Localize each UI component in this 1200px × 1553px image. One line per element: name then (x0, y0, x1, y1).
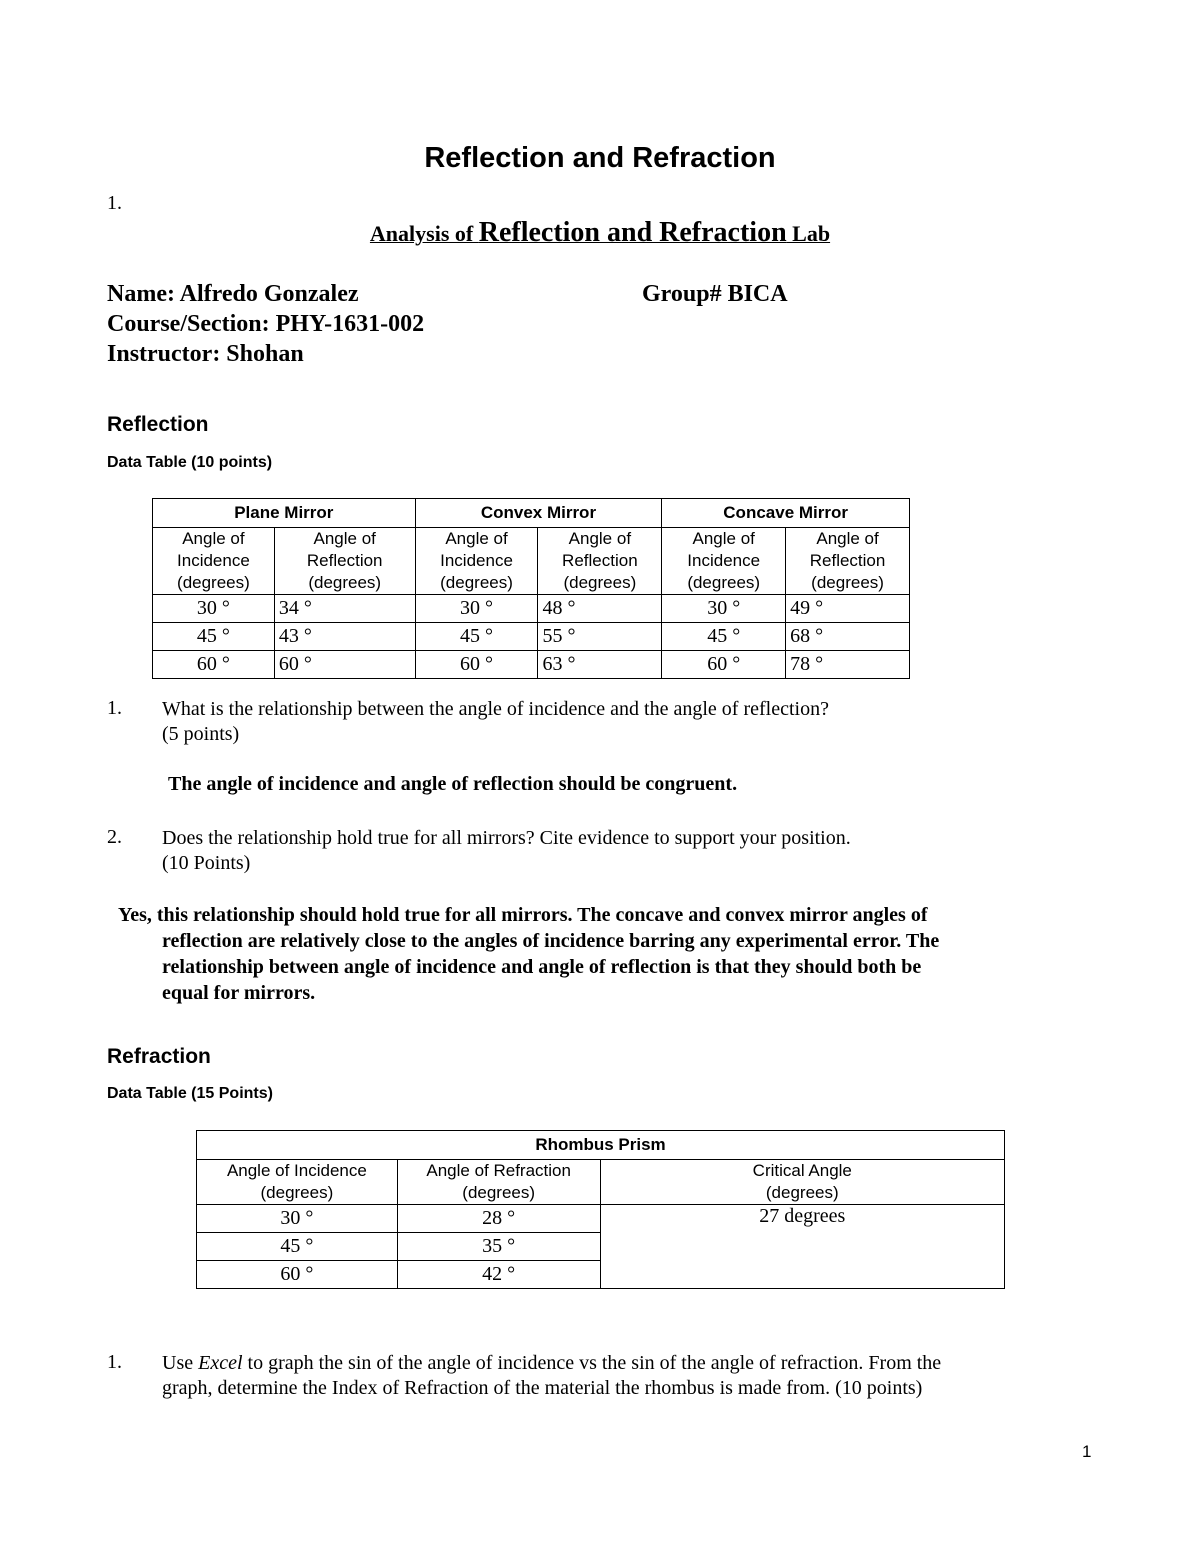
subheader-reflection: Angle of Reflection (degrees) (538, 528, 662, 595)
question-number: 2. (107, 826, 122, 848)
group-number: Group# BICA (642, 281, 788, 307)
question-number: 1. (107, 1351, 122, 1373)
table-row (197, 1205, 1005, 1233)
course-section: Course/Section: PHY-1631-002 (107, 311, 425, 337)
answer-line: reflection are relatively close to the angles of incidence barring any experimental error. The (162, 930, 940, 952)
subtitle-part-main: Reflection and Refraction (478, 217, 787, 248)
refraction-data-table (196, 1130, 1005, 1289)
question-line: What is the relationship between the angle of incidence and the angle of reflection? (162, 698, 829, 720)
subheader-incidence: Angle of Incidence (degrees) (662, 528, 786, 595)
table-cell: 60 ° (662, 651, 786, 679)
table-cell: 30 ° (662, 595, 786, 623)
question-line: (5 points) (162, 723, 240, 745)
question-text (162, 826, 851, 876)
question-number: 1. (107, 697, 122, 719)
table-cell: 30 ° (197, 1205, 398, 1233)
table-cell: 45 ° (197, 1233, 398, 1261)
table-cell: 48 ° (538, 595, 662, 623)
table-cell: 55 ° (538, 623, 662, 651)
answer-line: equal for mirrors. (162, 982, 316, 1004)
table-cell: 35 ° (397, 1233, 600, 1261)
item-number: 1. (107, 192, 122, 214)
text-run: to graph the sin of the angle of incidence vs the sin of the angle of refraction. From the (242, 1352, 942, 1374)
subheader-incidence: Angle of Incidence (degrees) (415, 528, 538, 595)
table-cell: 30 ° (153, 595, 275, 623)
subheader-incidence: Angle of Incidence (degrees) (153, 528, 275, 595)
instructor: Instructor: Shohan (107, 341, 304, 367)
subheader-reflection: Angle of Reflection (degrees) (274, 528, 415, 595)
reflection-table-label: Data Table (10 points) (107, 454, 273, 471)
refraction-heading: Refraction (107, 1045, 211, 1068)
table-cell: 30 ° (415, 595, 538, 623)
table-cell: 60 ° (197, 1261, 398, 1289)
table-cell: 45 ° (415, 623, 538, 651)
table-cell: 60 ° (153, 651, 275, 679)
header-plane-mirror: Plane Mirror (153, 499, 416, 528)
table-cell: 45 ° (662, 623, 786, 651)
answer-line: Yes, this relationship should hold true for all mirrors. The concave and convex mirror angles of (118, 904, 928, 926)
subheader-critical-angle: Critical Angle (degrees) (600, 1160, 1004, 1205)
table-cell: 34 ° (274, 595, 415, 623)
table-cell: 63 ° (538, 651, 662, 679)
table-cell: 60 ° (274, 651, 415, 679)
header-rhombus-prism: Rhombus Prism (197, 1131, 1005, 1160)
answer-line: relationship between angle of incidence and angle of reflection is that they should both be (162, 956, 922, 978)
table-cell: 49 ° (786, 595, 910, 623)
table-cell: 60 ° (415, 651, 538, 679)
excel-emphasis: Excel (198, 1352, 243, 1374)
question-text (162, 1351, 941, 1401)
subheader-reflection: Angle of Reflection (degrees) (786, 528, 910, 595)
table-cell: 68 ° (786, 623, 910, 651)
text-run: Use (162, 1352, 199, 1374)
reflection-answer-1: The angle of incidence and angle of reflection should be congruent. (168, 773, 738, 795)
question-line: (10 Points) (162, 852, 251, 874)
table-row (153, 595, 910, 623)
refraction-table-label: Data Table (15 Points) (107, 1085, 273, 1102)
reflection-data-table (152, 498, 910, 679)
question-text (162, 697, 829, 747)
header-concave-mirror: Concave Mirror (662, 499, 910, 528)
document-title: Reflection and Refraction (424, 142, 776, 174)
table-cell: 28 ° (397, 1205, 600, 1233)
document-subtitle (0, 217, 1200, 249)
table-cell: 45 ° (153, 623, 275, 651)
question-line (162, 1351, 941, 1376)
student-name: Name: Alfredo Gonzalez (107, 281, 359, 307)
table-row (153, 623, 910, 651)
table-cell: 78 ° (786, 651, 910, 679)
subtitle-part-1: Analysis of (369, 221, 479, 246)
header-convex-mirror: Convex Mirror (415, 499, 662, 528)
reflection-heading: Reflection (107, 413, 209, 436)
subtitle-part-2: Lab (786, 221, 831, 246)
subheader-incidence: Angle of Incidence (degrees) (197, 1160, 398, 1205)
question-line: Does the relationship hold true for all mirrors? Cite evidence to support your position. (162, 827, 851, 849)
table-cell: 43 ° (274, 623, 415, 651)
table-cell: 42 ° (397, 1261, 600, 1289)
page-number: 1 (1082, 1442, 1092, 1461)
question-line: graph, determine the Index of Refraction of the material the rhombus is made from. (10 points) (162, 1377, 923, 1399)
critical-angle-value: 27 degrees (600, 1205, 1004, 1289)
subheader-refraction: Angle of Refraction (degrees) (397, 1160, 600, 1205)
table-row (153, 651, 910, 679)
